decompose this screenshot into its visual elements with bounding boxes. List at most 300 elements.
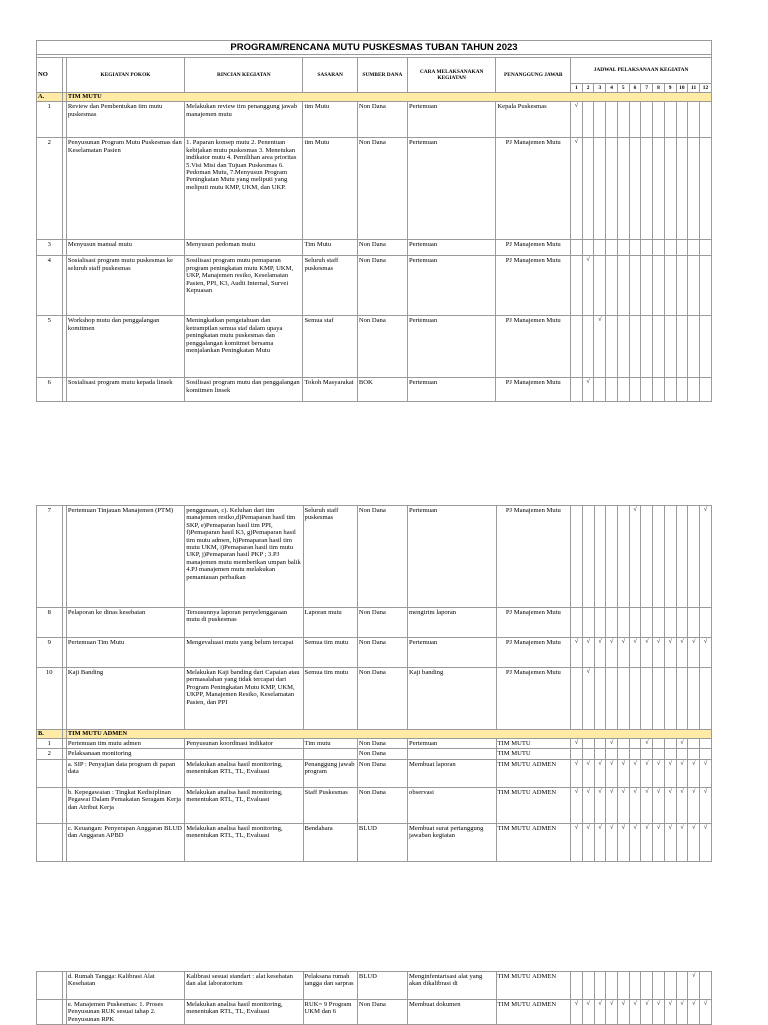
check-mark-icon: √ <box>641 759 653 787</box>
schedule-cell-month-3 <box>594 138 606 240</box>
schedule-cell-month-12 <box>700 972 712 1000</box>
check-mark-icon: √ <box>676 823 688 861</box>
check-mark-icon: √ <box>606 739 618 749</box>
rincian-kegiatan-cell: Melakukan review tim penanggung jawab manajemen mutu <box>185 102 303 138</box>
penanggung-jawab-cell: TIM MUTU ADMEN <box>496 759 571 787</box>
header-jadwal: JADWAL PELAKSANAAN KEGIATAN <box>571 58 712 84</box>
check-mark-icon: √ <box>594 787 606 823</box>
schedule-cell-month-7 <box>641 668 653 730</box>
schedule-cell-month-10 <box>676 749 688 759</box>
sumber-dana-cell: Non Dana <box>357 608 407 638</box>
check-mark-icon: √ <box>641 1000 653 1025</box>
schedule-cell-month-7 <box>641 102 653 138</box>
check-mark-icon: √ <box>676 739 688 749</box>
schedule-cell-month-9 <box>664 506 676 608</box>
rincian-kegiatan-cell: Penyusunan koordinasi indikator <box>185 739 303 749</box>
sumber-dana-cell: Non Dana <box>357 138 407 240</box>
month-8: 8 <box>653 84 665 93</box>
sumber-dana-cell: Non Dana <box>357 749 407 759</box>
header-cara-melaksanakan: CARA MELAKSANAKAN KEGIATAN <box>407 58 495 93</box>
schedule-cell-month-6 <box>629 749 641 759</box>
schedule-cell-month-1 <box>571 316 583 378</box>
schedule-cell-month-5 <box>618 749 630 759</box>
section-code: B. <box>37 730 63 739</box>
sumber-dana-cell: BLUD <box>357 823 407 861</box>
schedule-cell-month-9 <box>664 668 676 730</box>
month-12: 12 <box>699 84 711 93</box>
table-row <box>37 759 712 787</box>
row-number: 3 <box>37 240 63 256</box>
penanggung-jawab-cell: PJ Manajemen Mutu <box>496 608 571 638</box>
penanggung-jawab-cell: PJ Manajemen Mutu <box>496 506 571 608</box>
cara-melaksanakan-cell: Pertemuan <box>408 638 497 668</box>
sasaran-cell: Seluruh staff puskesmas <box>303 256 357 316</box>
schedule-cell-month-8 <box>653 378 665 402</box>
month-2: 2 <box>582 84 594 93</box>
table-row <box>37 823 712 861</box>
check-mark-icon: √ <box>606 759 618 787</box>
rows-page-2b <box>37 739 712 862</box>
schedule-cell-month-8 <box>653 506 665 608</box>
check-mark-icon: √ <box>664 823 676 861</box>
table-row <box>37 668 712 730</box>
penanggung-jawab-cell: PJ Manajemen Mutu <box>496 138 571 240</box>
cara-melaksanakan-cell: Pertemuan <box>407 138 495 240</box>
schedule-cell-month-2 <box>582 138 594 240</box>
check-mark-icon: √ <box>582 256 594 316</box>
schedule-cell-month-4 <box>606 506 618 608</box>
kegiatan-pokok-cell: Pertemuan Tinjauan Manajemen (PTM) <box>66 506 184 608</box>
rincian-kegiatan-cell: Tersusunnya laporan penyelenggaraan mutu di puskesmas <box>185 608 303 638</box>
check-mark-icon: √ <box>653 759 665 787</box>
check-mark-icon: √ <box>582 1000 594 1025</box>
schedule-cell-month-5 <box>618 608 630 638</box>
schedule-cell-month-5 <box>618 972 630 1000</box>
kegiatan-pokok-cell: Pelaporan ke dinas kesehatan <box>66 608 184 638</box>
schedule-cell-month-12 <box>700 668 712 730</box>
penanggung-jawab-cell: PJ Manajemen Mutu <box>496 256 571 316</box>
schedule-cell-month-6 <box>629 316 641 378</box>
schedule-cell-month-6 <box>629 102 641 138</box>
section-code: A. <box>37 93 63 102</box>
schedule-cell-month-4 <box>606 102 618 138</box>
rincian-kegiatan-cell: Kalibrasi sesuai standart : alat kesehatan dan alat laboratorium <box>185 972 303 1000</box>
schedule-cell-month-7 <box>641 316 653 378</box>
kegiatan-pokok-cell: Workshop mutu dan penggalangan komitmen <box>66 316 184 378</box>
schedule-cell-month-12 <box>700 739 712 749</box>
cara-melaksanakan-cell: Menginfentarisasi alat yang akan dikalibrasi di <box>408 972 497 1000</box>
check-mark-icon: √ <box>571 739 583 749</box>
schedule-cell-month-12 <box>699 102 711 138</box>
table-row <box>37 638 712 668</box>
sasaran-cell <box>303 749 357 759</box>
schedule-cell-month-7 <box>641 608 653 638</box>
row-number <box>37 1000 63 1025</box>
sasaran-cell: Semua tim mutu <box>303 638 357 668</box>
sasaran-cell: Semua staf <box>303 316 357 378</box>
sumber-dana-cell: BOK <box>357 378 407 402</box>
rows-page-1 <box>37 102 712 402</box>
schedule-cell-month-4 <box>606 240 618 256</box>
schedule-cell-month-3 <box>594 972 606 1000</box>
schedule-cell-month-12 <box>699 256 711 316</box>
schedule-cell-month-2 <box>582 608 594 638</box>
check-mark-icon: √ <box>653 638 665 668</box>
penanggung-jawab-cell: TIM MUTU <box>496 749 571 759</box>
cara-melaksanakan-cell: Pertemuan <box>407 102 495 138</box>
schedule-cell-month-8 <box>653 972 665 1000</box>
schedule-cell-month-4 <box>606 668 618 730</box>
table-row <box>37 256 712 316</box>
row-number: 4 <box>37 256 63 316</box>
schedule-cell-month-3 <box>594 506 606 608</box>
rows-page-3 <box>37 972 712 1025</box>
month-9: 9 <box>664 84 676 93</box>
sasaran-cell: Penanggung jawab program <box>303 759 357 787</box>
check-mark-icon: √ <box>606 1000 618 1025</box>
schedule-cell-month-11 <box>688 316 700 378</box>
header-no: NO <box>37 58 63 93</box>
check-mark-icon: √ <box>618 1000 630 1025</box>
check-mark-icon: √ <box>700 759 712 787</box>
schedule-cell-month-2 <box>582 316 594 378</box>
cara-melaksanakan-cell: Kaji banding <box>408 668 497 730</box>
sumber-dana-cell: Non Dana <box>357 102 407 138</box>
penanggung-jawab-cell: TIM MUTU ADMEN <box>496 787 571 823</box>
schedule-cell-month-6 <box>629 608 641 638</box>
month-5: 5 <box>617 84 629 93</box>
schedule-cell-month-9 <box>664 378 676 402</box>
check-mark-icon: √ <box>571 823 583 861</box>
month-4: 4 <box>606 84 618 93</box>
check-mark-icon: √ <box>629 1000 641 1025</box>
cara-melaksanakan-cell: Pertemuan <box>407 378 495 402</box>
penanggung-jawab-cell: PJ Manajemen Mutu <box>496 668 571 730</box>
kegiatan-pokok-cell: Sosialisasi program mutu puskesmas ke seluruh staff puskesmas <box>66 256 184 316</box>
schedule-cell-month-10 <box>676 668 688 730</box>
schedule-cell-month-12 <box>699 240 711 256</box>
schedule-cell-month-9 <box>664 316 676 378</box>
rincian-kegiatan-cell: penggunaan, c). Keluhan dari tim manajemen resiko,d)Pemaparan hasil tim SKP, e)Pemaparan hasil tim PPI, f)Pemaparan hasil K3, g)Pemaparan hasil tim mutu admen, h)Pemaparan hasil tim mutu UKM, i)Pemaparan hasil tim mutu UKP, j)Pemaparan hasil PKP ; 3.PJ manajemen mutu memberikan umpan balik 4.PJ manajemen mutu melakukan pemantauan perbaikan <box>185 506 303 608</box>
schedule-cell-month-10 <box>676 240 688 256</box>
schedule-cell-month-3 <box>594 608 606 638</box>
check-mark-icon: √ <box>664 759 676 787</box>
schedule-cell-month-9 <box>664 749 676 759</box>
header-penanggung-jawab: PENANGGUNG JAWAB <box>496 58 571 93</box>
schedule-cell-month-1 <box>571 378 583 402</box>
month-6: 6 <box>629 84 641 93</box>
table-row <box>37 972 712 1000</box>
sasaran-cell: Tim Mutu <box>303 240 357 256</box>
sumber-dana-cell: Non Dana <box>357 759 407 787</box>
rincian-kegiatan-cell: Melakukan analisa hasil monitoring, menentukan RTL, TL, Evaluasi <box>185 1000 303 1025</box>
rincian-kegiatan-cell: Melakukan analisa hasil monitoring, menentukan RTL, TL, Evaluasi <box>185 759 303 787</box>
check-mark-icon: √ <box>641 638 653 668</box>
rincian-kegiatan-cell: Melakukan analisa hasil monitoring, menentukan RTL, TL, Evaluasi <box>185 823 303 861</box>
sasaran-cell: Tim mutu <box>303 739 357 749</box>
schedule-cell-month-7 <box>641 240 653 256</box>
table-row <box>37 378 712 402</box>
penanggung-jawab-cell: TIM MUTU ADMEN <box>496 1000 571 1025</box>
schedule-cell-month-7 <box>641 749 653 759</box>
rincian-kegiatan-cell: Meningkatkan pengetahuan dan ketrampilan semua staf dalam upaya peningkatan mutu puskesmas dan penggalangan komitmet bersama menjalankan Peningkatan Mutu <box>185 316 303 378</box>
schedule-cell-month-8 <box>653 608 665 638</box>
schedule-cell-month-4 <box>606 378 618 402</box>
schedule-cell-month-4 <box>606 138 618 240</box>
schedule-cell-month-3 <box>594 256 606 316</box>
section-name: TIM MUTU <box>66 93 711 102</box>
rincian-kegiatan-cell: Mengevaluasi mutu yang belum tercapai <box>185 638 303 668</box>
check-mark-icon: √ <box>606 787 618 823</box>
sasaran-cell: Staff Puskesmas <box>303 787 357 823</box>
schedule-cell-month-11 <box>688 378 700 402</box>
check-mark-icon: √ <box>653 787 665 823</box>
schedule-cell-month-11 <box>688 749 700 759</box>
rincian-kegiatan-cell: Melakukan analisa hasil monitoring, menentukan RTL, TL, Evaluasi <box>185 787 303 823</box>
mutu-table-page-3 <box>36 971 712 1025</box>
check-mark-icon: √ <box>700 1000 712 1025</box>
schedule-cell-month-10 <box>676 506 688 608</box>
penanggung-jawab-cell: TIM MUTU ADMEN <box>496 972 571 1000</box>
schedule-cell-month-10 <box>676 138 688 240</box>
check-mark-icon: √ <box>688 823 700 861</box>
check-mark-icon: √ <box>618 638 630 668</box>
schedule-cell-month-11 <box>688 506 700 608</box>
mutu-table-page-1 <box>36 40 712 402</box>
schedule-cell-month-10 <box>676 378 688 402</box>
check-mark-icon: √ <box>676 787 688 823</box>
header-sumber-dana: SUMBER DANA <box>357 58 407 93</box>
schedule-cell-month-6 <box>629 668 641 730</box>
header-rincian-kegiatan: RINCIAN KEGIATAN <box>185 58 303 93</box>
schedule-cell-month-6 <box>629 378 641 402</box>
schedule-cell-month-1 <box>571 256 583 316</box>
row-number: 9 <box>37 638 63 668</box>
schedule-cell-month-7 <box>641 138 653 240</box>
rincian-kegiatan-cell: 1. Paparan konsep mutu 2. Penentuan kebijakan mutu puskesmas 3. Menetukan indikator mutu 4. Pemilihan area prioritas 5.Visi Misi dan Tujuan Puskesmas 6. Pedoman Mutu, 7.Menyusun Program Peningkatan Mutu yang meliputi yang meliputi mutu KMP, UKM, dan UKP. <box>185 138 303 240</box>
schedule-cell-month-12 <box>700 608 712 638</box>
table-row <box>37 316 712 378</box>
check-mark-icon: √ <box>700 506 712 608</box>
penanggung-jawab-cell: Kepala Puskesmas <box>496 102 571 138</box>
schedule-cell-month-1 <box>571 506 583 608</box>
check-mark-icon: √ <box>676 1000 688 1025</box>
kegiatan-pokok-cell: e. Manajemen Puskesmas: 1. Proses Penyusunan RUK sesuai tahap 2. Penyusunan RPK <box>66 1000 184 1025</box>
schedule-cell-month-6 <box>629 972 641 1000</box>
penanggung-jawab-cell: PJ Manajemen Mutu <box>496 378 571 402</box>
kegiatan-pokok-cell: Review dan Pembentukan tim mutu puskesmas <box>66 102 184 138</box>
check-mark-icon: √ <box>641 823 653 861</box>
cara-melaksanakan-cell: Pertemuan <box>408 739 497 749</box>
cara-melaksanakan-cell: Membuat laporan <box>408 759 497 787</box>
schedule-cell-month-11 <box>688 739 700 749</box>
schedule-cell-month-8 <box>653 749 665 759</box>
kegiatan-pokok-cell: d. Rumah Tangga: Kalibrasi Alat Kesehatan <box>66 972 184 1000</box>
schedule-cell-month-9 <box>664 138 676 240</box>
schedule-cell-month-11 <box>688 138 700 240</box>
check-mark-icon: √ <box>618 823 630 861</box>
check-mark-icon: √ <box>582 787 594 823</box>
month-7: 7 <box>641 84 653 93</box>
table-row <box>37 739 712 749</box>
schedule-cell-month-4 <box>606 256 618 316</box>
sasaran-cell: RUK= 9 Program UKM dan 6 <box>303 1000 357 1025</box>
sumber-dana-cell: Non Dana <box>357 638 407 668</box>
cara-melaksanakan-cell: mengirim laporan <box>408 608 497 638</box>
schedule-cell-month-9 <box>664 972 676 1000</box>
cara-melaksanakan-cell: Membuat dokumen <box>408 1000 497 1025</box>
month-1: 1 <box>571 84 583 93</box>
schedule-cell-month-12 <box>699 316 711 378</box>
row-number: 1 <box>37 739 63 749</box>
check-mark-icon: √ <box>700 787 712 823</box>
check-mark-icon: √ <box>688 972 700 1000</box>
schedule-cell-month-10 <box>676 972 688 1000</box>
row-number <box>37 823 63 861</box>
schedule-cell-month-9 <box>664 102 676 138</box>
schedule-cell-month-8 <box>653 668 665 730</box>
row-number: 2 <box>37 749 63 759</box>
schedule-cell-month-3 <box>594 240 606 256</box>
sasaran-cell: Semua tim mutu <box>303 668 357 730</box>
kegiatan-pokok-cell: Kaji Banding <box>66 668 184 730</box>
schedule-cell-month-10 <box>676 608 688 638</box>
kegiatan-pokok-cell: Sosialisasi program mutu kepada linsek <box>66 378 184 402</box>
schedule-cell-month-7 <box>641 506 653 608</box>
cara-melaksanakan-cell: Pertemuan <box>407 240 495 256</box>
schedule-cell-month-10 <box>676 102 688 138</box>
table-row <box>37 608 712 638</box>
sumber-dana-cell: Non Dana <box>357 240 407 256</box>
row-number: 6 <box>37 378 63 402</box>
section-row-tim-mutu-admen <box>37 730 712 739</box>
sasaran-cell: Tokoh Masyarakat <box>303 378 357 402</box>
sumber-dana-cell: Non Dana <box>357 1000 407 1025</box>
schedule-cell-month-12 <box>699 378 711 402</box>
schedule-cell-month-3 <box>594 749 606 759</box>
kegiatan-pokok-cell: Pelaksanaan monitoring <box>66 749 184 759</box>
schedule-cell-month-8 <box>653 316 665 378</box>
schedule-cell-month-5 <box>617 240 629 256</box>
check-mark-icon: √ <box>700 638 712 668</box>
check-mark-icon: √ <box>653 823 665 861</box>
schedule-cell-month-1 <box>571 668 583 730</box>
check-mark-icon: √ <box>618 759 630 787</box>
cara-melaksanakan-cell: Pertemuan <box>408 506 497 608</box>
check-mark-icon: √ <box>571 759 583 787</box>
row-number: 1 <box>37 102 63 138</box>
schedule-cell-month-2 <box>582 102 594 138</box>
kegiatan-pokok-cell: Menyusun manual mutu <box>66 240 184 256</box>
rincian-kegiatan-cell: Menyusun pedoman mutu <box>185 240 303 256</box>
sasaran-cell: Laporan mutu <box>303 608 357 638</box>
check-mark-icon: √ <box>664 1000 676 1025</box>
schedule-cell-month-4 <box>606 972 618 1000</box>
schedule-cell-month-5 <box>617 102 629 138</box>
sumber-dana-cell: Non Dana <box>357 316 407 378</box>
sumber-dana-cell: Non Dana <box>357 256 407 316</box>
schedule-cell-month-12 <box>700 749 712 759</box>
schedule-cell-month-8 <box>653 138 665 240</box>
schedule-cell-month-5 <box>618 506 630 608</box>
row-number: 7 <box>37 506 63 608</box>
schedule-cell-month-4 <box>606 608 618 638</box>
penanggung-jawab-cell: TIM MUTU <box>496 739 571 749</box>
check-mark-icon: √ <box>629 823 641 861</box>
schedule-cell-month-8 <box>653 739 665 749</box>
check-mark-icon: √ <box>606 638 618 668</box>
section-row-tim-mutu <box>37 93 712 102</box>
schedule-cell-month-3 <box>594 739 606 749</box>
check-mark-icon: √ <box>653 1000 665 1025</box>
schedule-cell-month-8 <box>653 240 665 256</box>
schedule-cell-month-6 <box>629 739 641 749</box>
schedule-cell-month-2 <box>582 972 594 1000</box>
schedule-cell-month-11 <box>688 102 700 138</box>
rincian-kegiatan-cell: Melakukan Kaji banding dari Capaian atau permasalahan yang tidak tercapai dari Program Peningkatan Mutu KMP, UKM, UKPP, Manajemen Resiko, Keselamatan Pasien, dan PPI <box>185 668 303 730</box>
schedule-cell-month-1 <box>571 972 583 1000</box>
schedule-cell-month-2 <box>582 240 594 256</box>
schedule-cell-month-2 <box>582 739 594 749</box>
penanggung-jawab-cell: PJ Manajemen Mutu <box>496 316 571 378</box>
sasaran-cell: Pelaksana rumah tangga dan sarpras <box>303 972 357 1000</box>
schedule-cell-month-5 <box>617 378 629 402</box>
check-mark-icon: √ <box>641 739 653 749</box>
schedule-cell-month-8 <box>653 102 665 138</box>
check-mark-icon: √ <box>676 638 688 668</box>
mutu-table-page-2 <box>36 505 712 862</box>
schedule-cell-month-3 <box>594 378 606 402</box>
check-mark-icon: √ <box>641 787 653 823</box>
schedule-cell-month-7 <box>641 378 653 402</box>
header-sasaran: SASARAN <box>303 58 357 93</box>
schedule-cell-month-1 <box>571 240 583 256</box>
kegiatan-pokok-cell: c. Keuangan: Penyerapan Anggaran BLUD dan Anggaran APBD <box>66 823 184 861</box>
sumber-dana-cell: BLUD <box>357 972 407 1000</box>
schedule-cell-month-11 <box>688 256 700 316</box>
cara-melaksanakan-cell: observasi <box>408 787 497 823</box>
month-3: 3 <box>594 84 606 93</box>
schedule-cell-month-11 <box>688 668 700 730</box>
check-mark-icon: √ <box>582 759 594 787</box>
rows-page-2a <box>37 506 712 730</box>
schedule-cell-month-11 <box>688 608 700 638</box>
schedule-cell-month-10 <box>676 316 688 378</box>
check-mark-icon: √ <box>582 668 594 730</box>
schedule-cell-month-5 <box>617 256 629 316</box>
check-mark-icon: √ <box>688 638 700 668</box>
schedule-cell-month-9 <box>664 256 676 316</box>
schedule-cell-month-1 <box>571 749 583 759</box>
sumber-dana-cell: Non Dana <box>357 739 407 749</box>
schedule-cell-month-4 <box>606 316 618 378</box>
sheet-page-3 <box>36 971 712 1025</box>
header-kegiatan-pokok: KEGIATAN POKOK <box>66 58 184 93</box>
row-number <box>37 787 63 823</box>
check-mark-icon: √ <box>582 823 594 861</box>
row-number: 5 <box>37 316 63 378</box>
rincian-kegiatan-cell: Sosilisasi program mutu dan penggalangan komitmen linsek <box>185 378 303 402</box>
sasaran-cell: Seluruh staff puskesmas <box>303 506 357 608</box>
schedule-cell-month-12 <box>699 138 711 240</box>
sumber-dana-cell: Non Dana <box>357 668 407 730</box>
schedule-cell-month-3 <box>594 102 606 138</box>
sasaran-cell: Bendahara <box>303 823 357 861</box>
schedule-cell-month-10 <box>676 256 688 316</box>
check-mark-icon: √ <box>688 759 700 787</box>
check-mark-icon: √ <box>629 787 641 823</box>
check-mark-icon: √ <box>594 823 606 861</box>
